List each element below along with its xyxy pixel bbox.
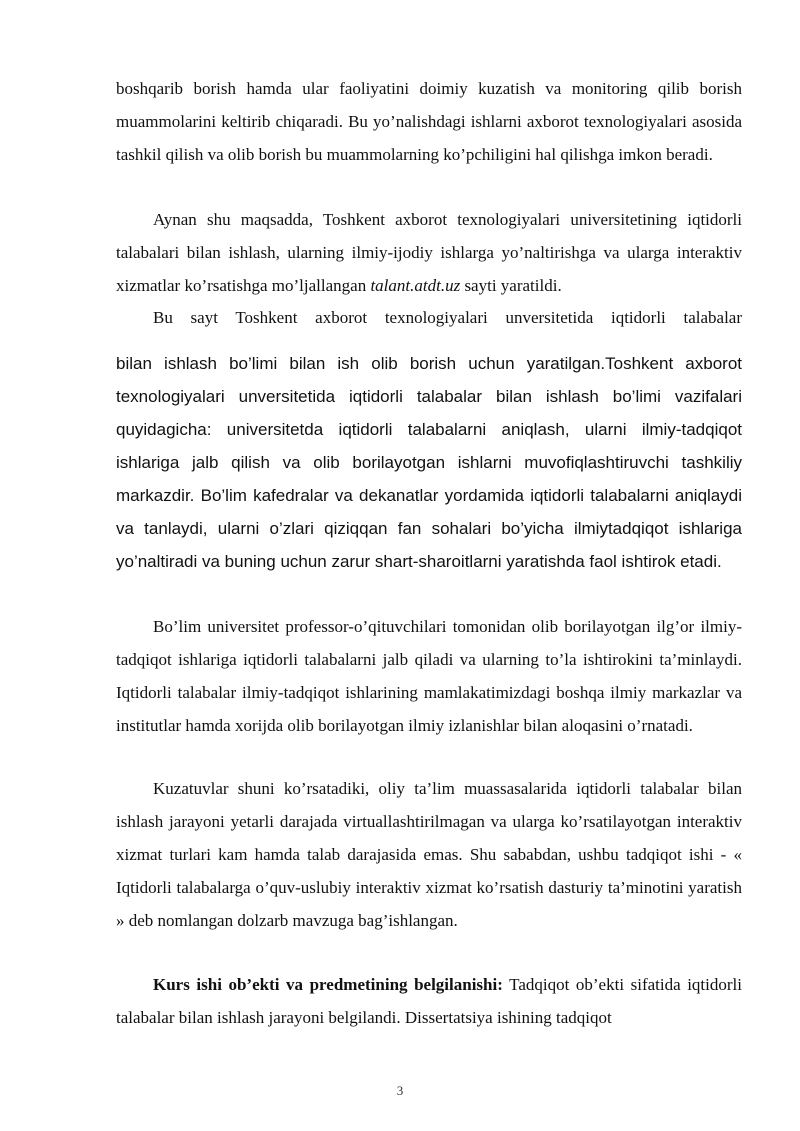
site-link[interactable]: talant.atdt.uz [370, 276, 461, 295]
page-number: 3 [396, 1083, 404, 1098]
paragraph-6 [116, 968, 742, 1034]
paragraph-2-end: sayti yaratildi. [460, 276, 562, 295]
paragraph-3-text: bilan ishlash bo’limi bilan ish olib borish uchun yaratilgan.Toshkent axborot texnologiyalari unversitetida iqtidorli talabalar bilan ishlash bo’limi vazifalari quyidagicha: universitetda iqtidorli talabalarni aniqlash, ularni ilmiy-tadqiqot ishlariga jalb qilish va olib borilayotgan ishlarni muvofiqlashtiruvchi tashkiliy markazdir. Bo’lim kafedralar va dekanatlar yordamida iqtidorli talabalarni aniqlaydi va tanlaydi, ularni o’zlari qiziqqan fan sohalari bo’yicha ilmiytadqiqot ishlariga yo’naltiradi va buning uchun zarur shart-sharoitlarni yaratishda faol ishtirok etadi. [116, 354, 742, 571]
paragraph-4 [116, 610, 742, 742]
paragraph-3-first-line: Bu sayt Toshkent axborot texnologiyalari unversitetida iqtidorli talabalar [153, 308, 742, 327]
paragraph-2 [116, 203, 742, 302]
paragraph-4-text: Bo’lim universitet professor-o’qituvchilari tomonidan olib borilayotgan ilg’or ilmiy-tadqiqot ishlariga iqtidorli talabalarni jalb qiladi va ularning to’la ishtirokini ta’minlaydi. Iqtidorli talabalar ilmiy-tadqiqot ishlarining mamlakatimizdagi boshqa ilmiy markazlar va institutlar hamda xorijda olib borilayotgan ilmiy izlanishlar bilan aloqasini o’rnatadi. [116, 617, 742, 735]
paragraph-6-text [116, 968, 742, 1034]
paragraph-6-body: Tadqiqot ob’ekti sifatida iqtidorli talabalar bilan ishlash jarayoni belgilandi. Dissertatsiya ishining tadqiqot [116, 975, 742, 1027]
paragraph-5-text: Kuzatuvlar shuni ko’rsatadiki, oliy ta’lim muassasalarida iqtidorli talabalar bilan ishlash jarayoni yetarli darajada virtuallashtirilmagan va ularga ko’rsatilayotgan interaktiv xizmat turlari kam hamda talab darajasida emas. Shu sababdan, ushbu tadqiqot ishi - « Iqtidorli talabalarga o’quv-uslubiy interaktiv xizmat ko’rsatish dasturiy ta’minotini yaratish » deb nomlangan dolzarb mavzuga bag’ishlangan. [116, 779, 742, 930]
paragraph-5 [116, 772, 742, 937]
section-heading: Kurs ishi ob’ekti va predmetining belgilanishi: [153, 975, 503, 994]
paragraph-3-continued [116, 347, 742, 578]
paragraph-2-start: Aynan shu maqsadda, Toshkent axborot texnologiyalari universitetining iqtidorli talabalari bilan ishlash, ularning ilmiy-ijodiy ishlarga yo’naltirishga va ularga interaktiv xizmatlar ko’rsatishga mo’ljallangan [116, 210, 742, 295]
paragraph-1-text: boshqarib borish hamda ular faoliyatini doimiy kuzatish va monitoring qilib borish muammolarini keltirib chiqaradi. Bu yo’nalishdagi ishlarni axborot texnologiyalari asosida tashkil qilish va olib borish bu muammolarning ko’pchiligini hal qilishga imkon beradi. [116, 79, 742, 164]
paragraph-2-text [116, 203, 742, 302]
paragraph-1 [116, 72, 742, 171]
paragraph-3 [116, 301, 742, 334]
